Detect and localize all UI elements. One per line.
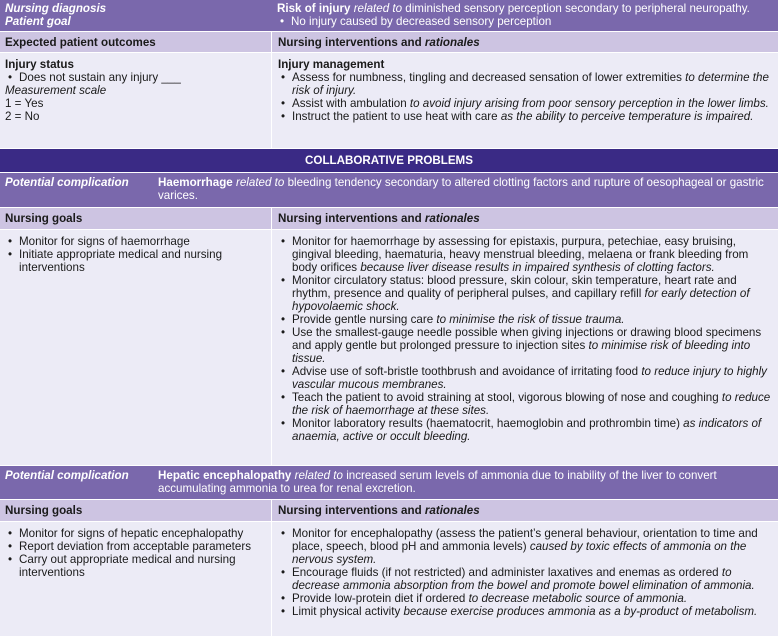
pc2-interventions-cell	[271, 522, 778, 636]
pc1-goals-cell	[0, 230, 271, 465]
intervention-item: • Monitor laboratory results (haematocrit, haemoglobin and prothrombin time) as indicators of anaemia, active or occult bleeding.	[278, 417, 772, 443]
pc1-interventions-header: Nursing interventions and rationales	[271, 208, 778, 229]
diagnosis-title: Risk of injury related to diminished sensory perception secondary to peripheral neuropathy.	[277, 2, 750, 15]
outcomes-cell	[0, 53, 271, 148]
scale-no: 2 = No	[5, 110, 40, 123]
pc1-label: Potential complication	[5, 176, 129, 189]
pc2-label: Potential complication	[5, 469, 129, 482]
goal-item: • Report deviation from acceptable parameters	[5, 540, 266, 553]
injury-management-title: Injury management	[278, 58, 385, 71]
goal-item: • Initiate appropriate medical and nursing interventions	[5, 248, 266, 274]
diagnosis-labels	[0, 0, 271, 31]
pc1-title-row	[0, 172, 778, 207]
intervention-item: • Provide gentle nursing care to minimise the risk of tissue trauma.	[278, 313, 772, 326]
intervention-item: • Monitor for encephalopathy (assess the patient’s general behaviour, orientation to time and place, speech, blood pH and ammonia levels) caused by toxic effects of ammonia on the nervous system.	[278, 527, 772, 566]
outcome-item: • Does not sustain any injury ___	[5, 71, 266, 84]
scale-yes: 1 = Yes	[5, 97, 44, 110]
collaborative-problems-title: COLLABORATIVE PROBLEMS	[305, 154, 473, 167]
pc1-goals-header: Nursing goals	[5, 212, 83, 225]
intervention-item: • Instruct the patient to use heat with care as the ability to perceive temperature is impaired.	[278, 110, 772, 123]
pc1-interventions-cell	[271, 230, 778, 465]
diagnosis-content	[271, 0, 778, 31]
goal-item: • Monitor for signs of haemorrhage	[5, 235, 266, 248]
pc1-header-row	[0, 207, 778, 229]
diagnosis-header	[0, 0, 778, 31]
pc2-goals-header: Nursing goals	[5, 504, 83, 517]
intervention-item: • Teach the patient to avoid straining at stool, vigorous blowing of nose and coughing to reduce the risk of haemorrhage at these sites.	[278, 391, 772, 417]
interventions-header: Nursing interventions and rationales	[271, 32, 778, 52]
outcomes-body-row	[0, 52, 778, 148]
pc2-interventions-header: Nursing interventions and rationales	[271, 500, 778, 521]
intervention-item: • Monitor for haemorrhage by assessing for epistaxis, purpura, petechiae, easy bruising, gingival bleeding, haematuria, heavy menstrual bleeding, melaena or frank bleeding from body orifices because liver disease results in impaired synthesis of clotting factors.	[278, 235, 772, 274]
intervention-item: • Limit physical activity because exercise produces ammonia as a by-product of metabolism.	[278, 605, 772, 618]
pc2-goals-cell	[0, 522, 271, 636]
intervention-item: • Use the smallest-gauge needle possible when giving injections or drawing blood specimens and apply gentle but prolonged pressure to injection sites to minimise risk of bleeding into tissue.	[278, 326, 772, 365]
intervention-item: • Assist with ambulation to avoid injury arising from poor sensory perception in the lower limbs.	[278, 97, 772, 110]
intervention-item: • Advise use of soft-bristle toothbrush and avoidance of irritating food to reduce injury to highly vascular mucous membranes.	[278, 365, 772, 391]
patient-goal-item: • No injury caused by decreased sensory perception	[277, 15, 772, 28]
collaborative-problems-banner	[0, 148, 778, 172]
measurement-scale-label: Measurement scale	[5, 84, 107, 97]
pc1-title: Haemorrhage related to bleeding tendency secondary to altered clotting factors and rupture of oesophageal or gastric varices.	[158, 176, 764, 202]
goal-item: • Monitor for signs of hepatic encephalopathy	[5, 527, 266, 540]
intervention-item: • Monitor circulatory status: blood pressure, skin colour, skin temperature, heart rate and rhythm, presence and quality of peripheral pulses, and capillary refill for early detection of hypovolaemic shock.	[278, 274, 772, 313]
patient-goal-label: Patient goal	[5, 15, 71, 28]
intervention-item: • Provide low-protein diet if ordered to decrease metabolic source of ammonia.	[278, 592, 772, 605]
pc2-body-row	[0, 521, 778, 636]
pc1-body-row	[0, 229, 778, 465]
intervention-item: • Assess for numbness, tingling and decreased sensation of lower extremities to determine the risk of injury.	[278, 71, 772, 97]
nursing-diagnosis-label: Nursing diagnosis	[5, 2, 107, 15]
outcomes-header-row	[0, 31, 778, 52]
injury-status-title: Injury status	[5, 58, 74, 71]
pc2-header-row	[0, 499, 778, 521]
goal-item: • Carry out appropriate medical and nursing interventions	[5, 553, 266, 579]
pc2-title: Hepatic encephalopathy related to increased serum levels of ammonia due to inability of the liver to convert accumulating ammonia to urea for renal excretion.	[158, 469, 717, 495]
pc2-title-row	[0, 465, 778, 499]
intervention-item: • Encourage fluids (if not restricted) and administer laxatives and enemas as ordered to decrease ammonia absorption from the bowel and promote bowel elimination of ammonia.	[278, 566, 772, 592]
injury-management-cell	[271, 53, 778, 148]
outcomes-header: Expected patient outcomes	[5, 36, 156, 49]
